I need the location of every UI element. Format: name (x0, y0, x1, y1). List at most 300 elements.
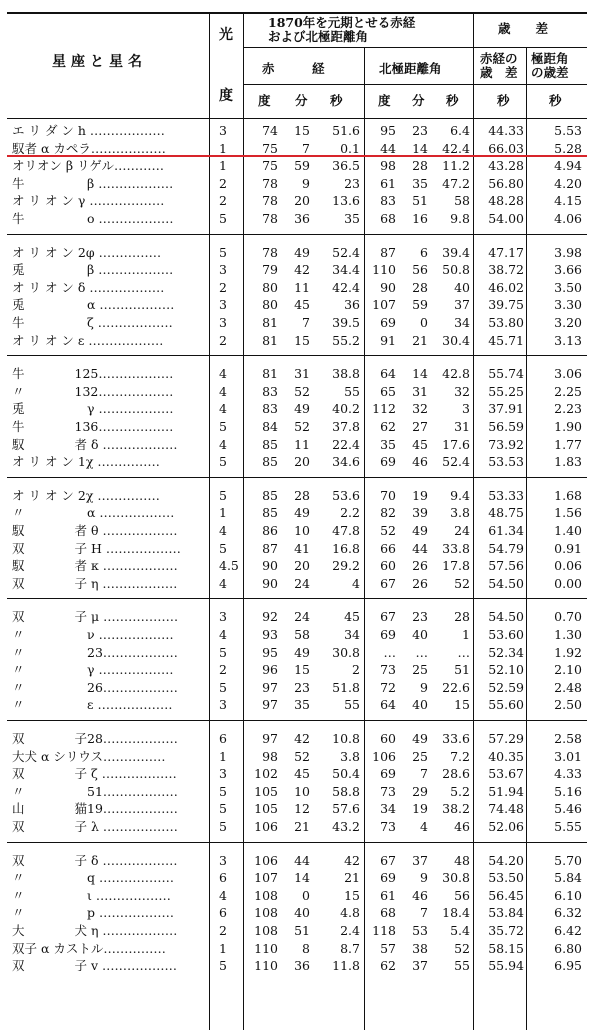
cell-np-s: 9.8 (450, 211, 470, 226)
cell-np-m: 0 (420, 315, 428, 330)
cell-ra-m: 14 (294, 870, 310, 886)
cell-ra-d: 85 (262, 487, 278, 503)
cell-np-m: 29 (412, 783, 428, 799)
star-name: 双子 α カストル…………… (12, 940, 166, 956)
cell-mag: 4 (219, 887, 227, 903)
cell-pr-ra: 61.34 (488, 523, 524, 538)
star-name: 〃 ε ……………… (12, 697, 173, 713)
cell-ra-s: 39.5 (332, 315, 360, 330)
cell-ra-s: 55 (344, 697, 360, 713)
cell-pr-ra: 54.50 (488, 609, 524, 625)
star-name: オ リ オ ン 2χ …………… (12, 487, 160, 503)
cell-pr-np: 6.80 (554, 940, 582, 956)
cell-ra-d: 85 (262, 454, 278, 470)
unit-deg: 度 (258, 93, 271, 108)
cell-ra-m: 10 (294, 783, 310, 799)
cell-mag: 4 (219, 627, 227, 642)
cell-mag: 3 (219, 609, 227, 625)
vrule-3 (364, 47, 365, 1030)
cell-pr-ra: 38.72 (488, 262, 524, 278)
cell-ra-d: 81 (262, 366, 278, 382)
cell-ra-d: 97 (262, 679, 278, 695)
star-name: 〃 α ……………… (12, 505, 175, 521)
cell-ra-m: 45 (294, 766, 310, 782)
cell-mag: 1 (219, 940, 227, 956)
cell-ra-s: 52.4 (332, 244, 360, 260)
cell-ra-m: 44 (294, 852, 310, 868)
cell-ra-d: 107 (254, 870, 278, 886)
cell-np-d: 35 (380, 436, 396, 452)
cell-pr-ra: 53.53 (488, 454, 524, 470)
cell-pr-np: 3.66 (554, 262, 582, 278)
cell-ra-m: 49 (294, 401, 310, 417)
cell-np-s: 52 (454, 575, 470, 591)
cell-np-d: 60 (380, 731, 396, 746)
cell-ra-d: 106 (254, 819, 278, 834)
cell-ra-m: 15 (294, 662, 310, 678)
cell-np-s: 52.4 (442, 454, 470, 470)
cell-mag: 3 (219, 315, 227, 330)
cell-pr-np: 4.94 (554, 158, 582, 174)
cell-np-s: 22.6 (442, 679, 470, 695)
star-name: 牛 136……………… (12, 419, 174, 434)
cell-np-d: 95 (380, 123, 396, 138)
cell-np-m: 49 (412, 731, 428, 746)
cell-ra-m: 40 (294, 905, 310, 921)
cell-np-m: … (415, 644, 428, 660)
cell-ra-d: 105 (254, 801, 278, 817)
cell-ra-s: 37.8 (332, 419, 360, 434)
cell-ra-m: 58 (294, 627, 310, 642)
cell-pr-np: 1.56 (554, 505, 582, 521)
cell-np-s: 30.8 (442, 870, 470, 886)
star-name: 双 子 v ……………… (12, 958, 178, 974)
cell-ra-m: 49 (294, 505, 310, 521)
cell-mag: 5 (219, 819, 227, 834)
group-separator (7, 720, 587, 721)
cell-pr-np: 4.33 (554, 766, 582, 782)
unit-min: 分 (295, 93, 308, 108)
cell-np-m: 35 (412, 175, 428, 191)
cell-np-m: 38 (412, 940, 428, 956)
cell-pr-np: 0.70 (554, 609, 582, 625)
cell-mag: 4 (219, 436, 227, 452)
cell-np-m: 7 (420, 766, 428, 782)
cell-mag: 3 (219, 852, 227, 868)
cell-np-s: 28 (454, 609, 470, 625)
cell-np-d: 68 (380, 905, 396, 921)
cell-pr-ra: 58.15 (488, 940, 524, 956)
cell-pr-ra: 56.45 (488, 887, 524, 903)
cell-mag: 5 (219, 679, 227, 695)
header-annual-npd-2: の歳差 (531, 65, 569, 80)
cell-ra-s: 43.2 (332, 819, 360, 834)
cell-pr-np: 5.53 (554, 123, 582, 138)
cell-mag: 3 (219, 697, 227, 713)
cell-ra-d: 97 (262, 697, 278, 713)
cell-mag: 4 (219, 366, 227, 382)
cell-np-d: 66 (380, 540, 396, 556)
cell-pr-np: 2.10 (554, 662, 582, 678)
cell-pr-ra: 57.29 (488, 731, 524, 746)
cell-ra-s: 36.5 (332, 158, 360, 174)
cell-ra-m: 42 (294, 262, 310, 278)
header-name: 星座と星名 (52, 54, 147, 70)
cell-ra-m: 11 (294, 279, 310, 295)
cell-ra-d: 75 (262, 158, 278, 174)
cell-pr-ra: 43.28 (488, 158, 524, 174)
cell-ra-d: 80 (262, 279, 278, 295)
star-name: 大 犬 η ……………… (12, 923, 178, 938)
cell-np-m: 9 (420, 679, 428, 695)
cell-mag: 5 (219, 244, 227, 260)
cell-np-d: 69 (380, 870, 396, 886)
cell-pr-np: 1.68 (554, 487, 582, 503)
cell-ra-m: 52 (294, 419, 310, 434)
cell-pr-np: 2.25 (554, 383, 582, 399)
cell-ra-d: 93 (262, 627, 278, 642)
cell-np-m: 25 (412, 662, 428, 678)
cell-np-s: 9.4 (450, 487, 470, 503)
cell-pr-ra: 55.25 (488, 383, 524, 399)
cell-np-d: 83 (380, 193, 396, 209)
star-name: オ リ オ ン 1χ …………… (12, 454, 160, 470)
vrule-1 (209, 13, 210, 1030)
cell-np-s: 24 (454, 523, 470, 538)
cell-np-m: 9 (420, 870, 428, 886)
cell-ra-m: 24 (294, 609, 310, 625)
cell-pr-np: 4.20 (554, 175, 582, 191)
cell-pr-ra: 51.94 (488, 783, 524, 799)
cell-ra-d: 85 (262, 436, 278, 452)
cell-np-d: 87 (380, 244, 396, 260)
cell-np-d: 61 (380, 175, 396, 191)
cell-ra-d: 97 (262, 731, 278, 746)
cell-ra-m: 35 (294, 697, 310, 713)
cell-np-d: 69 (380, 454, 396, 470)
cell-ra-d: 78 (262, 211, 278, 226)
cell-np-s: … (457, 644, 470, 660)
cell-ra-s: 11.8 (332, 958, 360, 974)
cell-ra-d: 92 (262, 609, 278, 625)
cell-ra-m: 51 (294, 923, 310, 938)
cell-np-d: 69 (380, 766, 396, 782)
cell-np-m: 6 (420, 244, 428, 260)
cell-np-d: 52 (380, 523, 396, 538)
group-separator (7, 842, 587, 843)
cell-ra-m: 7 (302, 140, 310, 156)
cell-mag: 1 (219, 748, 227, 764)
cell-ra-s: 15 (344, 887, 360, 903)
cell-ra-d: 79 (262, 262, 278, 278)
header-annual-ra-2: 歳 差 (480, 65, 518, 80)
cell-pr-np: 4.06 (554, 211, 582, 226)
cell-np-d: 91 (380, 332, 396, 348)
cell-np-m: 25 (412, 748, 428, 764)
cell-np-d: 62 (380, 958, 396, 974)
cell-pr-ra: 48.28 (488, 193, 524, 209)
cell-ra-s: 3.8 (340, 748, 360, 764)
cell-np-s: 52 (454, 940, 470, 956)
cell-pr-np: 1.83 (554, 454, 582, 470)
cell-ra-d: 78 (262, 175, 278, 191)
cell-ra-d: 98 (262, 748, 278, 764)
star-name: 兎 β ……………… (12, 262, 174, 278)
cell-np-m: 37 (412, 958, 428, 974)
cell-ra-s: 30.8 (332, 644, 360, 660)
cell-ra-s: 47.8 (332, 523, 360, 538)
header-annual-npd-1: 極距角 (531, 51, 569, 66)
header-rule-ra (243, 47, 473, 48)
cell-ra-d: 78 (262, 244, 278, 260)
cell-np-m: 44 (412, 540, 428, 556)
cell-ra-d: 75 (262, 140, 278, 156)
cell-np-s: 42.4 (442, 140, 470, 156)
cell-ra-m: 0 (302, 887, 310, 903)
cell-np-s: 34 (454, 315, 470, 330)
header-ra: 赤 経 (262, 61, 325, 76)
cell-pr-np: 1.30 (554, 627, 582, 642)
cell-ra-m: 20 (294, 193, 310, 209)
cell-pr-ra: 57.56 (488, 558, 524, 574)
cell-np-m: 53 (412, 923, 428, 938)
cell-ra-d: 87 (262, 540, 278, 556)
cell-np-s: 30.4 (442, 332, 470, 348)
cell-mag: 2 (219, 193, 227, 209)
cell-np-d: 73 (380, 819, 396, 834)
cell-ra-s: 42.4 (332, 279, 360, 295)
cell-ra-d: 108 (254, 923, 278, 938)
cell-pr-np: 3.98 (554, 244, 582, 260)
cell-ra-d: 86 (262, 523, 278, 538)
cell-pr-ra: 40.35 (488, 748, 524, 764)
cell-np-s: 3 (462, 401, 470, 417)
cell-np-d: 82 (380, 505, 396, 521)
cell-mag: 4 (219, 383, 227, 399)
cell-np-s: 17.6 (442, 436, 470, 452)
cell-pr-ra: 53.67 (488, 766, 524, 782)
cell-ra-d: 81 (262, 332, 278, 348)
star-name: 牛 125……………… (12, 366, 174, 382)
star-name: 双 子 μ ……………… (12, 609, 179, 625)
cell-ra-s: 58.8 (332, 783, 360, 799)
cell-ra-m: 15 (294, 123, 310, 138)
cell-np-s: 5.2 (450, 783, 470, 799)
cell-pr-ra: 56.80 (488, 175, 524, 191)
cell-np-s: 58 (454, 193, 470, 209)
cell-np-s: 39.4 (442, 244, 470, 260)
cell-pr-np: 2.23 (554, 401, 582, 417)
cell-np-s: 18.4 (442, 905, 470, 921)
cell-mag: 4 (219, 523, 227, 538)
cell-pr-ra: 74.48 (488, 801, 524, 817)
star-name: 双 子 ζ ……………… (12, 766, 177, 782)
cell-ra-m: 52 (294, 383, 310, 399)
cell-np-s: 11.2 (442, 158, 470, 174)
cell-np-m: 28 (412, 279, 428, 295)
cell-mag: 4 (219, 401, 227, 417)
cell-np-s: 40 (454, 279, 470, 295)
header-top-rule (7, 12, 587, 14)
cell-pr-np: 1.90 (554, 419, 582, 434)
cell-mag: 6 (219, 905, 227, 921)
cell-np-m: 23 (412, 123, 428, 138)
cell-ra-d: 110 (254, 940, 278, 956)
cell-np-m: 14 (412, 140, 428, 156)
cell-ra-m: 41 (294, 540, 310, 556)
group-separator (7, 234, 587, 235)
cell-np-m: 19 (412, 801, 428, 817)
cell-pr-ra: 37.91 (488, 401, 524, 417)
cell-ra-s: 10.8 (332, 731, 360, 746)
cell-np-m: 45 (412, 436, 428, 452)
cell-ra-d: 95 (262, 644, 278, 660)
cell-pr-np: 0.06 (554, 558, 582, 574)
cell-pr-ra: 55.94 (488, 958, 524, 974)
star-name: 馭 者 κ ……………… (12, 558, 178, 574)
unit-sec-2: 秒 (446, 93, 459, 108)
cell-np-m: 28 (412, 158, 428, 174)
cell-np-d: 44 (380, 140, 396, 156)
star-name: オ リ オ ン δ ……………… (12, 279, 165, 295)
cell-ra-s: 8.7 (340, 940, 360, 956)
header-bottom-rule (7, 118, 587, 119)
cell-mag: 3 (219, 297, 227, 313)
cell-ra-s: 51.8 (332, 679, 360, 695)
cell-ra-d: 110 (254, 958, 278, 974)
cell-ra-m: 9 (302, 175, 310, 191)
cell-ra-s: 55.2 (332, 332, 360, 348)
cell-mag: 2 (219, 662, 227, 678)
cell-np-s: 5.4 (450, 923, 470, 938)
cell-mag: 1 (219, 505, 227, 521)
cell-ra-m: 21 (294, 819, 310, 834)
cell-pr-np: 3.20 (554, 315, 582, 330)
cell-mag: 5 (219, 958, 227, 974)
cell-pr-np: 6.32 (554, 905, 582, 921)
cell-ra-d: 74 (262, 123, 278, 138)
cell-ra-m: 36 (294, 958, 310, 974)
cell-mag: 2 (219, 923, 227, 938)
cell-ra-s: 55 (344, 383, 360, 399)
cell-np-d: … (383, 644, 396, 660)
cell-np-s: 50.8 (442, 262, 470, 278)
star-name: 〃 p ……………… (12, 905, 174, 921)
cell-np-m: 14 (412, 366, 428, 382)
cell-ra-m: 31 (294, 366, 310, 382)
cell-ra-s: 34.6 (332, 454, 360, 470)
cell-ra-s: 16.8 (332, 540, 360, 556)
cell-np-d: 69 (380, 315, 396, 330)
cell-pr-ra: 46.02 (488, 279, 524, 295)
header-group-title-1: 1870年を元期とせる赤経 (268, 15, 416, 30)
cell-ra-s: 21 (344, 870, 360, 886)
cell-pr-np: 3.50 (554, 279, 582, 295)
header-annual: 歳 差 (498, 21, 549, 36)
cell-np-s: 32 (454, 383, 470, 399)
cell-ra-m: 49 (294, 244, 310, 260)
star-name: オ リ オ ン 2φ …………… (12, 244, 162, 260)
cell-pr-np: 0.00 (554, 575, 582, 591)
cell-pr-np: 5.84 (554, 870, 582, 886)
cell-mag: 5 (219, 801, 227, 817)
cell-ra-s: 51.6 (332, 123, 360, 138)
cell-np-d: 62 (380, 419, 396, 434)
cell-mag: 1 (219, 158, 227, 174)
cell-np-d: 112 (372, 401, 396, 417)
star-name: 双 子 H ……………… (12, 540, 181, 556)
cell-np-m: 21 (412, 332, 428, 348)
cell-ra-d: 105 (254, 783, 278, 799)
cell-np-d: 34 (380, 801, 396, 817)
star-name: 双 子28……………… (12, 731, 178, 746)
cell-ra-s: 2 (352, 662, 360, 678)
cell-pr-ra: 45.71 (488, 332, 524, 348)
cell-np-s: 48 (454, 852, 470, 868)
header-annual-ra-1: 赤経の (480, 51, 518, 66)
cell-pr-np: 2.50 (554, 697, 582, 713)
star-name: 〃 γ ……………… (12, 662, 174, 678)
cell-ra-m: 11 (294, 436, 310, 452)
cell-np-d: 57 (380, 940, 396, 956)
cell-ra-m: 45 (294, 297, 310, 313)
cell-pr-ra: 35.72 (488, 923, 524, 938)
star-name: 兎 γ ……………… (12, 401, 174, 417)
header-npd: 北極距離角 (379, 61, 442, 76)
cell-ra-s: 13.6 (332, 193, 360, 209)
header-group-title-2: および北極距離角 (268, 29, 369, 44)
cell-ra-m: 36 (294, 211, 310, 226)
star-name: 馭 者 θ ……………… (12, 523, 178, 538)
group-separator (7, 598, 587, 599)
cell-np-m: 37 (412, 852, 428, 868)
star-name: オ リ オ ン γ ……………… (12, 193, 165, 209)
cell-ra-s: 42 (344, 852, 360, 868)
cell-np-m: 4 (420, 819, 428, 834)
unit-min-2: 分 (412, 93, 425, 108)
cell-mag: 5 (219, 540, 227, 556)
vrule-4 (473, 13, 474, 1030)
star-name: 〃 ι ……………… (12, 887, 171, 903)
cell-ra-m: 24 (294, 575, 310, 591)
cell-np-d: 64 (380, 366, 396, 382)
cell-ra-m: 8 (302, 940, 310, 956)
cell-np-s: 17.8 (442, 558, 470, 574)
cell-np-d: 72 (380, 679, 396, 695)
cell-np-m: 46 (412, 887, 428, 903)
star-name: 牛 β ……………… (12, 175, 174, 191)
cell-np-d: 107 (372, 297, 396, 313)
cell-ra-s: 38.8 (332, 366, 360, 382)
cell-mag: 3 (219, 123, 227, 138)
cell-pr-ra: 55.74 (488, 366, 524, 382)
cell-ra-s: 34 (344, 627, 360, 642)
cell-pr-np: 6.95 (554, 958, 582, 974)
star-name: 〃 132……………… (12, 383, 174, 399)
star-name: エ リ ダ ン h ……………… (12, 123, 165, 138)
cell-np-s: 46 (454, 819, 470, 834)
cell-np-s: 33.6 (442, 731, 470, 746)
cell-np-s: 47.2 (442, 175, 470, 191)
cell-np-m: 40 (412, 697, 428, 713)
cell-ra-d: 106 (254, 852, 278, 868)
cell-ra-m: 20 (294, 558, 310, 574)
cell-np-d: 61 (380, 887, 396, 903)
cell-np-s: 15 (454, 697, 470, 713)
cell-pr-ra: 66.03 (488, 140, 524, 156)
cell-np-m: 46 (412, 454, 428, 470)
header-mag-top: 光 (219, 27, 233, 43)
